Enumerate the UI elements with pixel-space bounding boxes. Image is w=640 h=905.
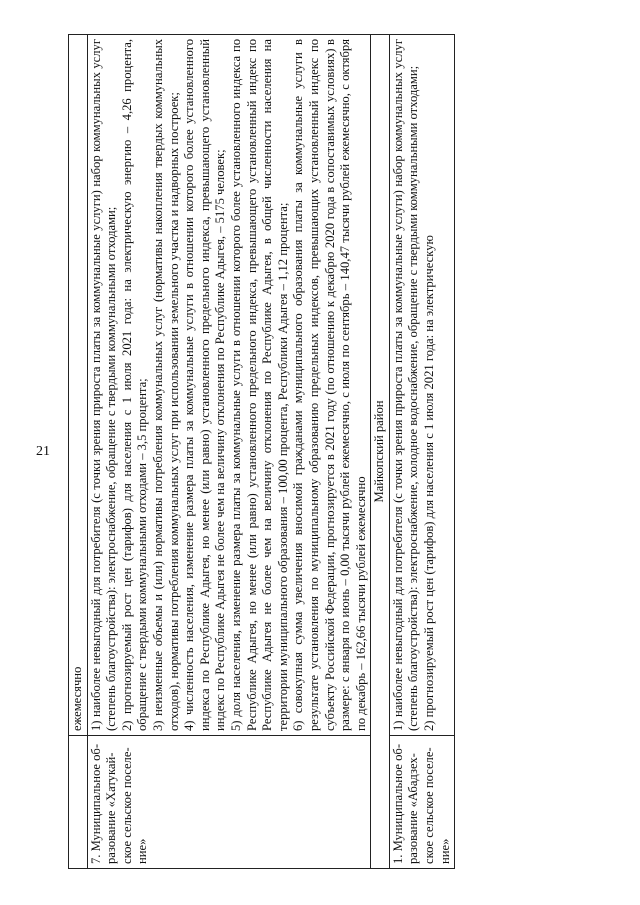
indicator-item: 1) наиболее невыгодный для потребителя (с точки зрения прироста платы за коммунальные услуги) набор коммунальных услуг (степень благоустройства): электроснабжение, холодное водоснабжение, обращение с твердыми коммунальными отходами; [390, 39, 421, 731]
table-row [69, 35, 88, 869]
municipality-name-line: 7. Муниципальное об- [88, 743, 103, 864]
municipality-name-line: разование «Хатукай- [104, 752, 119, 864]
municipality-name-cell [389, 736, 454, 869]
district-heading: Майкопский район [371, 35, 390, 869]
indicator-item: 2) прогнозируемый рост цен (тарифов) для населения с 1 июля 2021 года: на электрическую энергию – 4,26 процента, обращение с твердыми коммунальными отходами – 3,5 процента; [119, 39, 150, 731]
indices-table [68, 34, 455, 869]
indicator-item: 4) численность населения, изменение размера платы за коммунальные услуги в отношении которого более установленного индекса по Республике Адыгея, но менее (или равно) установленного предельного индекса, превышающего установленный индекс по Республике Адыгея не более чем на величину отклонения по Республике Адыгея, – 5175 человек; [182, 39, 228, 731]
indicator-item: 2) прогнозируемый рост цен (тарифов) для населения с 1 июля 2021 года: на электрическую [422, 235, 437, 731]
table-row [371, 35, 390, 869]
table-row [87, 35, 371, 869]
municipality-name-line: ское сельское поселе- [119, 747, 134, 864]
indicator-item: 6) совокупная сумма увеличения вносимой гражданами муниципального образования платы за коммунальные услуги в результате установления по муниципальному образованию предельных индексов, превышающих установленный индекс по субъекту Российской Федерации, прогнозируется в 2021 году (по отношению к декабрю 2020 года в сопоставимых условиях) в размере: с января по июнь – 0,00 тысячи рублей ежемесячно, с июля по сентябрь – 140,47 тысячи рублей ежемесячно, с октября по декабрь – 162,66 тысячи рублей ежемесячно [291, 39, 368, 731]
municipality-name-line: разование «Абадзех- [406, 753, 421, 864]
municipality-name-line: ское сельское поселе- [422, 747, 437, 864]
indicators-cell [87, 35, 371, 736]
municipality-name-line: ние» [135, 838, 150, 864]
table-cell-continuation: ежемесячно [69, 35, 88, 736]
table-cell-empty [69, 736, 88, 869]
indicator-item: 1) наиболее невыгодный для потребителя (с точки зрения прироста платы за коммунальные услуги) набор коммунальных услуг (степень благоустройства): электроснабжение, обращение с твердыми коммунальными отходами; [88, 39, 119, 731]
indicator-item: 3) неизменные объемы и (или) нормативы потребления коммунальных услуг (нормативы накопления твердых коммунальных отходов), нормативы потребления коммунальных услуг при использовании земельного участка и надворных построек; [150, 39, 181, 731]
table-row [389, 35, 454, 869]
indicators-cell [389, 35, 454, 736]
indicator-item: 5) доля населения, изменение размера платы за коммунальные услуги в отношении которого более установленного индекса по Республике Адыгея, но менее (или равно) установленного предельного индекса, превышающего установленный индекс по Республике Адыгея не более чем на величину отклонения по Республике Адыгея, в общей численности населения на территории муниципального образования – 100,00 процента, Республики Адыгея – 1,12 процента; [228, 39, 290, 731]
page-number: 21 [36, 444, 50, 459]
rotated-page-content [68, 34, 613, 869]
municipality-name-line: ние» [437, 838, 452, 864]
municipality-name-cell [87, 736, 371, 869]
municipality-name-line: 1. Муниципальное об- [390, 743, 405, 864]
